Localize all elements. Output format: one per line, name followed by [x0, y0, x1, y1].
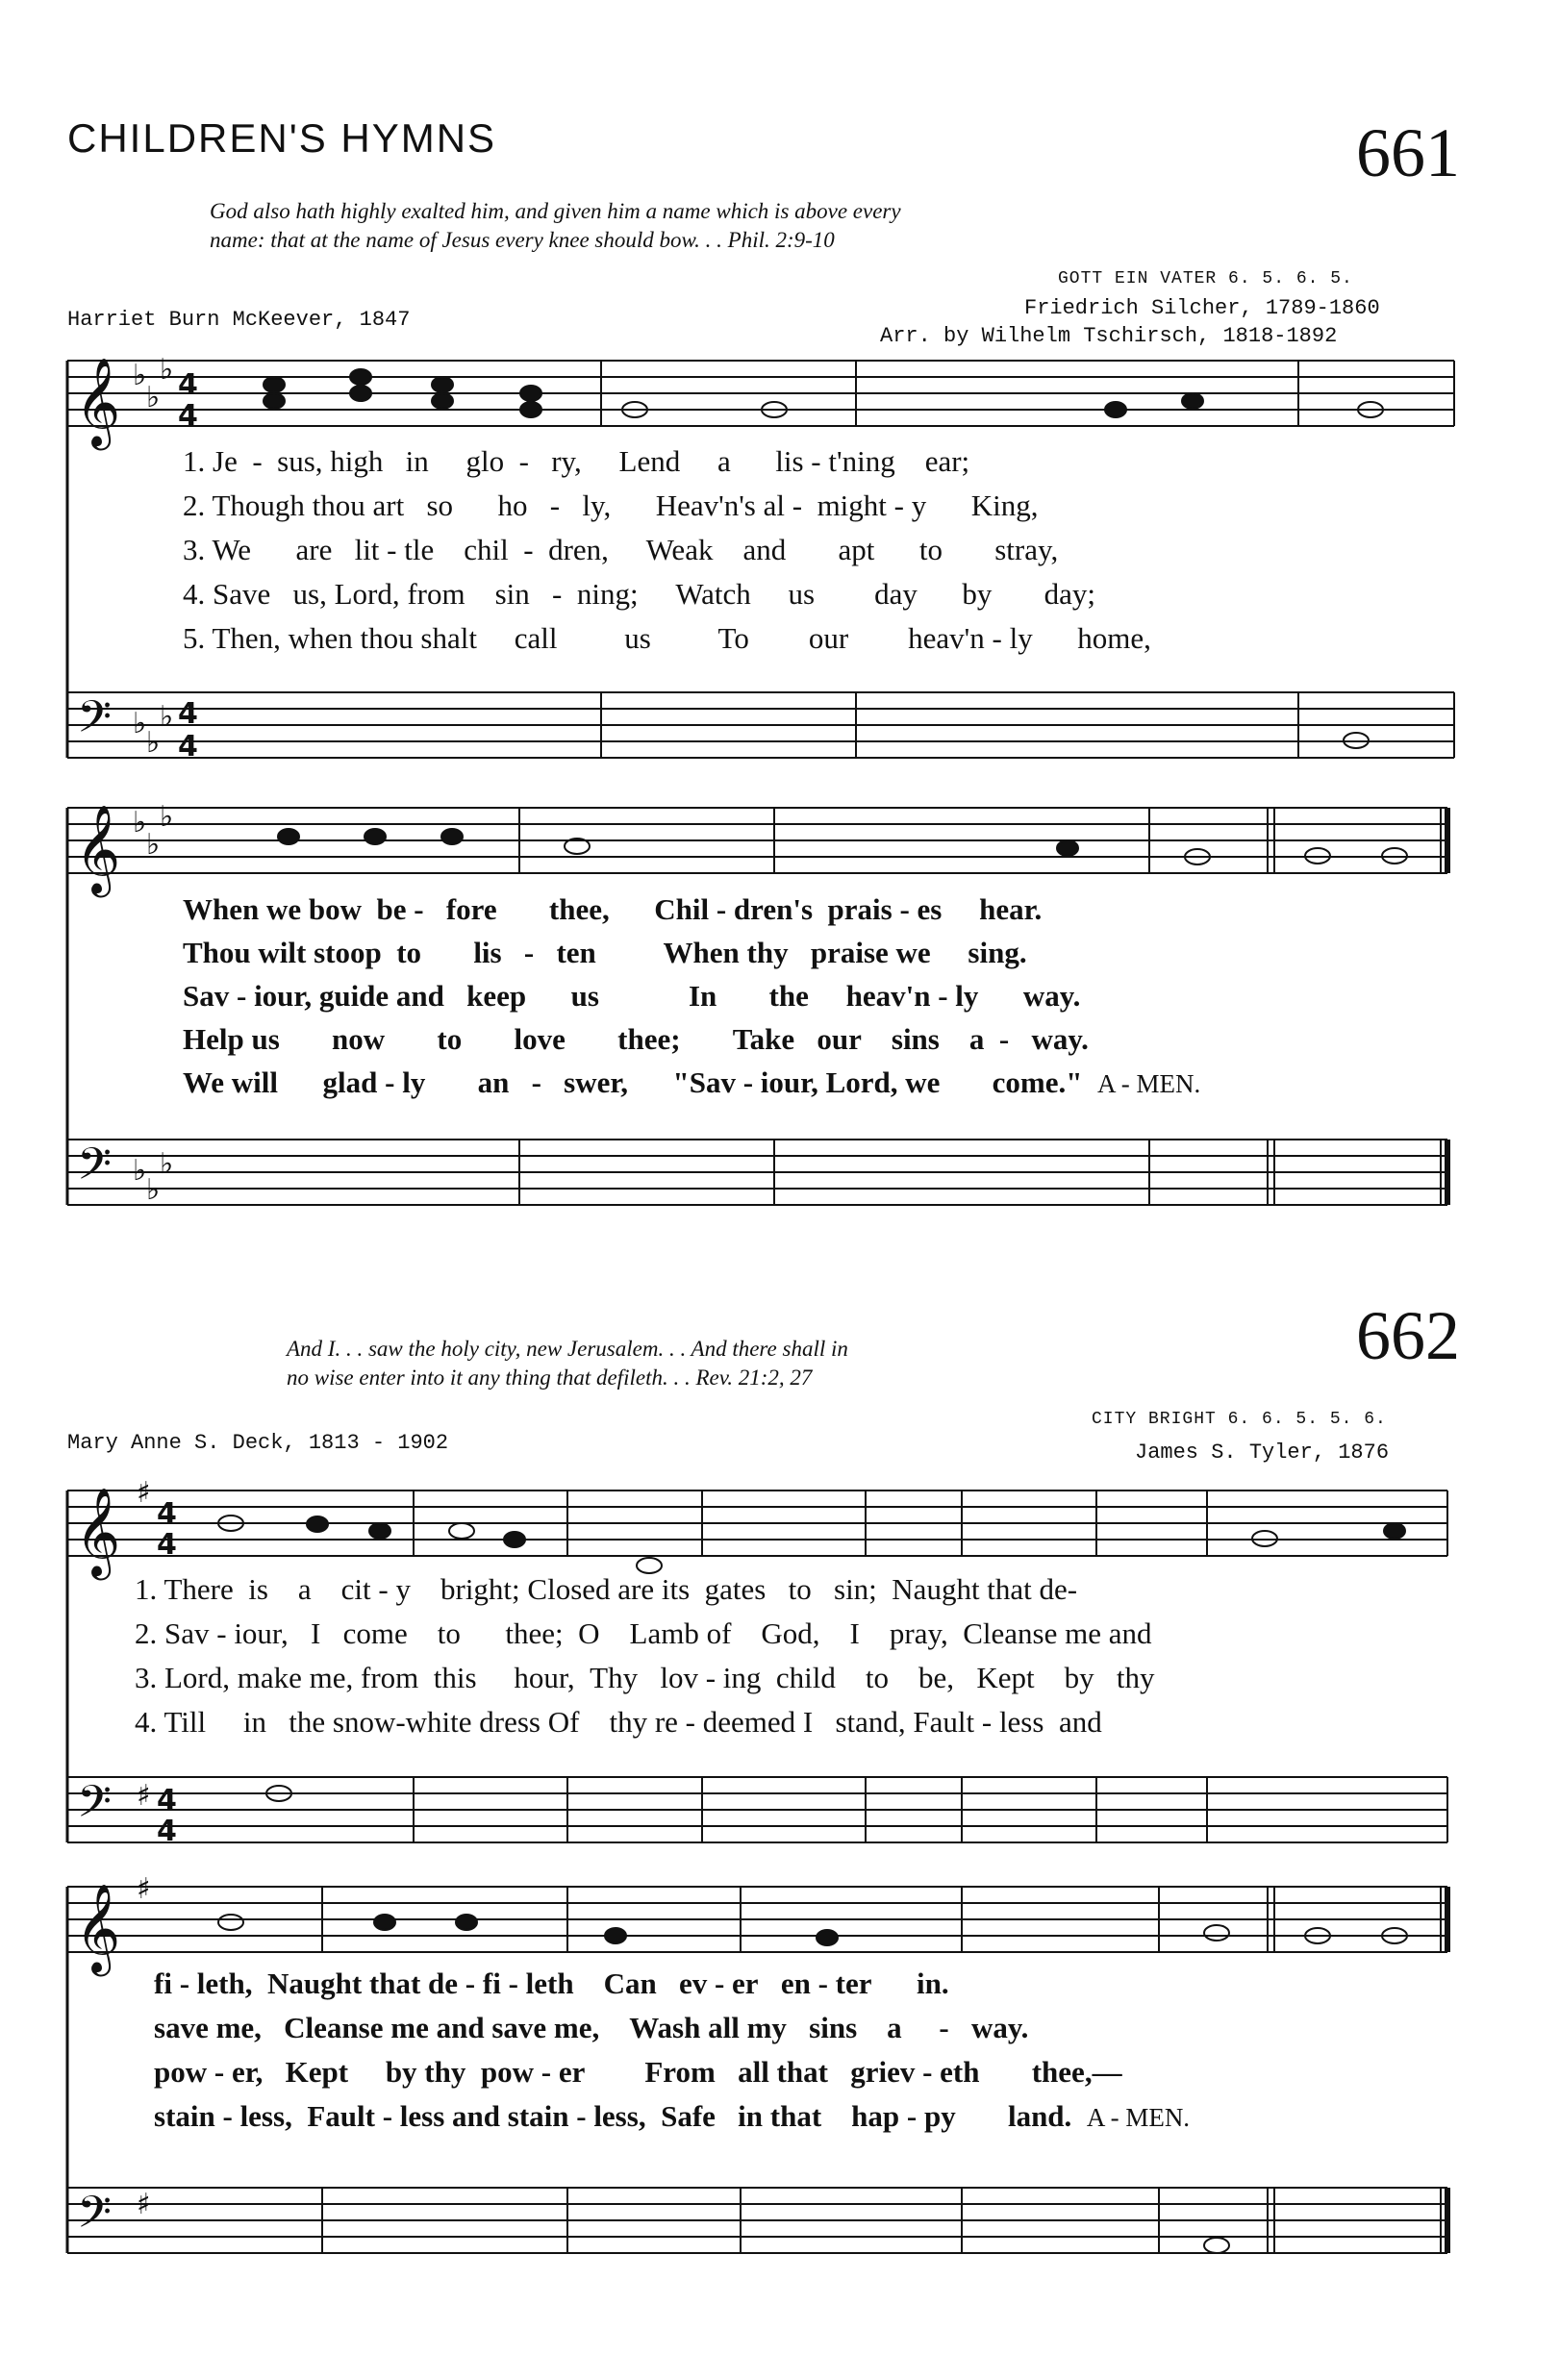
time-signature: 4 — [178, 399, 198, 433]
time-signature: 4 — [157, 1815, 177, 1848]
flat-icon: ♭ — [160, 700, 174, 734]
verse-661-4-s1: 4. Save us, Lord, from sin - ning; Watch us day by day; — [183, 577, 1095, 611]
author-662: Mary Anne S. Deck, 1813 - 1902 — [67, 1431, 449, 1455]
treble-clef-icon: 𝄞 — [75, 357, 121, 446]
time-signature: 4 — [178, 730, 198, 764]
staff-662-s2-bass — [67, 2188, 1447, 2253]
flat-icon: ♭ — [146, 726, 161, 760]
verse-661-4-s2: Help us now to love thee; Take our sins a - way. — [183, 1022, 1089, 1056]
verse-661-5-s2: We will glad - ly an - swer, "Sav - iour, Lord, we come." A - MEN. — [183, 1065, 1201, 1099]
hymn-number-662: 662 — [1356, 1297, 1460, 1374]
verse-661-5-s1: 5. Then, when thou shalt call us To our heav'n - ly home, — [183, 621, 1151, 655]
flat-icon: ♭ — [160, 353, 174, 387]
flat-icon: ♭ — [133, 806, 147, 839]
verse-661-1-s1: 1. Je - sus, high in glo - ry, Lend a lis - t'ning ear; — [183, 444, 970, 478]
scripture-662-line1: And I. . . saw the holy city, new Jerusalem. . . And there shall in — [287, 1337, 848, 1361]
scripture-661-line1: God also hath highly exalted him, and given him a name which is above every — [210, 199, 901, 223]
verse-662-2-s1: 2. Sav - iour, I come to thee; O Lamb of God, I pray, Cleanse me and — [135, 1616, 1152, 1650]
bass-clef-icon: 𝄢 — [77, 1776, 113, 1839]
flat-icon: ♭ — [133, 359, 147, 392]
section-title: CHILDREN'S HYMNS — [67, 115, 497, 161]
verse-662-1-s1: 1. There is a cit - y bright; Closed are its gates to sin; Naught that de- — [135, 1572, 1078, 1606]
staff-661-s1-bass — [67, 692, 1454, 758]
time-signature: 4 — [178, 697, 198, 731]
flat-icon: ♭ — [160, 1147, 174, 1181]
verse-661-2-s2: Thou wilt stoop to lis - ten When thy praise we sing. — [183, 936, 1027, 969]
staff-662-s1-treble — [67, 1491, 1447, 1556]
sharp-icon: ♯ — [137, 1476, 151, 1510]
verse-662-4-s1: 4. Till in the snow-white dress Of thy re - deemed I stand, Fault - less and — [135, 1705, 1102, 1739]
time-signature: 4 — [157, 1784, 177, 1817]
treble-clef-icon: 𝄞 — [75, 1883, 121, 1972]
staff-661-s2-treble — [67, 808, 1447, 873]
flat-icon: ♭ — [146, 381, 161, 414]
staff-662-s2-treble — [67, 1887, 1447, 1952]
verse-661-2-s1: 2. Though thou art so ho - ly, Heav'n's al - might - y King, — [183, 489, 1039, 522]
author-661: Harriet Burn McKeever, 1847 — [67, 308, 411, 332]
treble-clef-icon: 𝄞 — [75, 804, 121, 893]
verse-662-2-s2: save me, Cleanse me and save me, Wash all my sins a - way. — [154, 2011, 1029, 2044]
verse-662-3-s1: 3. Lord, make me, from this hour, Thy lov - ing child to be, Kept by thy — [135, 1661, 1155, 1694]
bass-clef-icon: 𝄢 — [77, 691, 113, 754]
scripture-662-line2: no wise enter into it any thing that defileth. . . Rev. 21:2, 27 — [287, 1365, 813, 1390]
sharp-icon: ♯ — [137, 1872, 151, 1906]
flat-icon: ♭ — [146, 1173, 161, 1207]
flat-icon: ♭ — [160, 800, 174, 834]
amen-661: A - MEN. — [1096, 1069, 1201, 1098]
sharp-icon: ♯ — [137, 2188, 151, 2221]
arranger-661: Arr. by Wilhelm Tschirsch, 1818-1892 — [880, 324, 1338, 348]
verse-662-3-s2: pow - er, Kept by thy pow - er From all that griev - eth thee,— — [154, 2055, 1122, 2089]
scripture-661-line2: name: that at the name of Jesus every knee should bow. . . Phil. 2:9-10 — [210, 228, 835, 252]
staff-661-s2-bass — [67, 1140, 1447, 1205]
flat-icon: ♭ — [146, 828, 161, 862]
composer-661: Friedrich Silcher, 1789-1860 — [1024, 296, 1380, 320]
bass-clef-icon: 𝄢 — [77, 2187, 113, 2249]
verse-661-1-s2: When we bow be - fore thee, Chil - dren's prais - es hear. — [183, 892, 1043, 926]
tune-name-661: GOTT EIN VATER 6. 5. 6. 5. — [1058, 269, 1353, 288]
bass-clef-icon: 𝄢 — [77, 1139, 113, 1201]
verse-661-3-s2: Sav - iour, guide and keep us In the heav'n - ly way. — [183, 979, 1081, 1013]
treble-clef-icon: 𝄞 — [75, 1487, 121, 1576]
time-signature: 4 — [178, 368, 198, 402]
flat-icon: ♭ — [133, 707, 147, 740]
composer-662: James S. Tyler, 1876 — [1135, 1441, 1390, 1465]
tune-name-662: CITY BRIGHT 6. 6. 5. 5. 6. — [1092, 1410, 1387, 1429]
time-signature: 4 — [157, 1528, 177, 1562]
flat-icon: ♭ — [133, 1154, 147, 1188]
hymn-number-661: 661 — [1356, 114, 1460, 191]
sharp-icon: ♯ — [137, 1779, 151, 1813]
amen-662: A - MEN. — [1086, 2103, 1191, 2132]
verse-662-4-s2: stain - less, Fault - less and stain - less, Safe in that hap - py land. A - MEN. — [154, 2099, 1191, 2133]
verse-661-3-s1: 3. We are lit - tle chil - dren, Weak and apt to stray, — [183, 533, 1059, 566]
time-signature: 4 — [157, 1497, 177, 1531]
verse-662-1-s2: fi - leth, Naught that de - fi - leth Can ev - er en - ter in. — [154, 1967, 949, 2000]
